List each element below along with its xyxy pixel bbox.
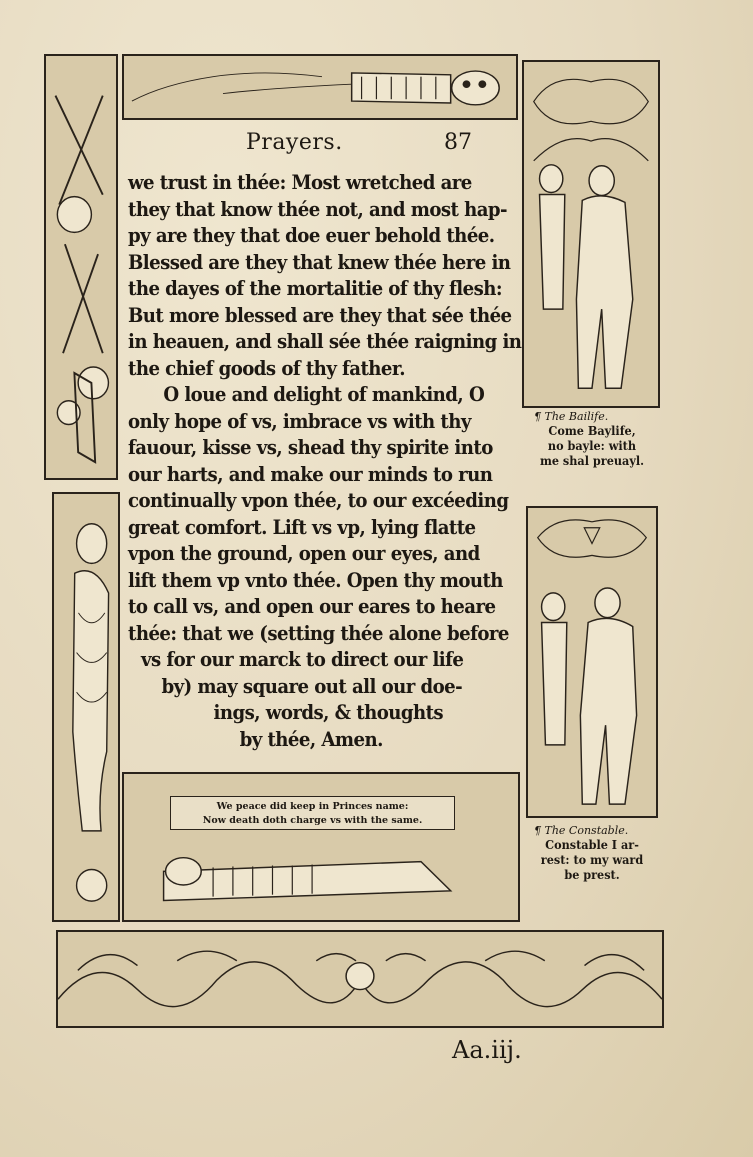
page-number: 87 [444, 130, 472, 155]
signature-mark: Aa.iij. [452, 1036, 522, 1064]
text-line: ings, words, & thoughts [213, 701, 444, 724]
caption-verse-line: me shal preuayl. [539, 453, 645, 468]
text-line: by) may square out all our doe- [161, 674, 463, 698]
bottom-woodcut-skeleton [122, 772, 520, 922]
text-line: O loue and delight of mankind, O [163, 383, 485, 406]
caption-verse-line: no bayle: with [547, 438, 637, 453]
caption-label: ¶ The Bailife. [534, 410, 609, 423]
running-head [122, 130, 520, 166]
motto-line: Now death doth charge vs with the same. [202, 815, 423, 826]
text-line: we trust in thée: Most wretched are [128, 171, 472, 194]
text-line: the chief goods of thy father. [128, 356, 406, 380]
left-bottom-woodcut [52, 492, 120, 922]
text-line: only hope of vs, imbrace vs with thy [128, 409, 471, 433]
text-line: vs for our marck to direct our life [141, 648, 464, 671]
caption-label: ¶ The Constable. [534, 824, 629, 837]
text-line: great comfort. Lift vs vp, lying flatte [128, 515, 476, 539]
right-bottom-woodcut-constable [526, 506, 658, 818]
caption-constable [524, 824, 660, 924]
text-line: thée: that we (setting thée alone before [128, 621, 509, 645]
main-text-block [122, 122, 520, 770]
motto-line: We peace did keep in Princes name: [216, 801, 409, 812]
text-line: our harts, and make our minds to run [128, 462, 493, 486]
text-line: py are they that doe euer behold thée. [128, 224, 495, 247]
text-line: lift them vp vnto thée. Open thy mouth [128, 568, 503, 592]
top-border-woodcut [122, 54, 518, 120]
text-line: Blessed are they that knew thée here in [128, 250, 511, 274]
text-line: by thée, Amen. [239, 727, 383, 751]
caption-verse-line: be prest. [564, 867, 620, 882]
motto-banner [170, 796, 455, 830]
caption-bailiff [524, 410, 660, 498]
running-title: Prayers. [246, 130, 343, 155]
text-line: But more blessed are they that sée thée [128, 303, 512, 327]
text-line: they that know thée not, and most hap- [128, 197, 508, 221]
left-top-woodcut [44, 54, 118, 480]
right-top-woodcut-bailiff [522, 60, 660, 408]
text-line: fauour, kisse vs, shead thy spirite into [128, 436, 493, 459]
caption-verse-line: Come Baylife, [548, 423, 636, 438]
text-line: the dayes of the mortalitie of thy flesh: [128, 277, 503, 300]
text-line: in heauen, and shall sée thée raigning in [128, 330, 522, 353]
text-line: continually vpon thée, to our excéeding [128, 489, 509, 512]
caption-verse-line: Constable I ar- [545, 837, 639, 852]
foot-ornament-band [56, 930, 664, 1028]
prayer-text [128, 170, 520, 753]
text-line: vpon the ground, open our eyes, and [128, 542, 480, 565]
text-line: to call vs, and open our eares to heare [128, 595, 496, 618]
caption-verse-line: rest: to my ward [540, 852, 644, 867]
